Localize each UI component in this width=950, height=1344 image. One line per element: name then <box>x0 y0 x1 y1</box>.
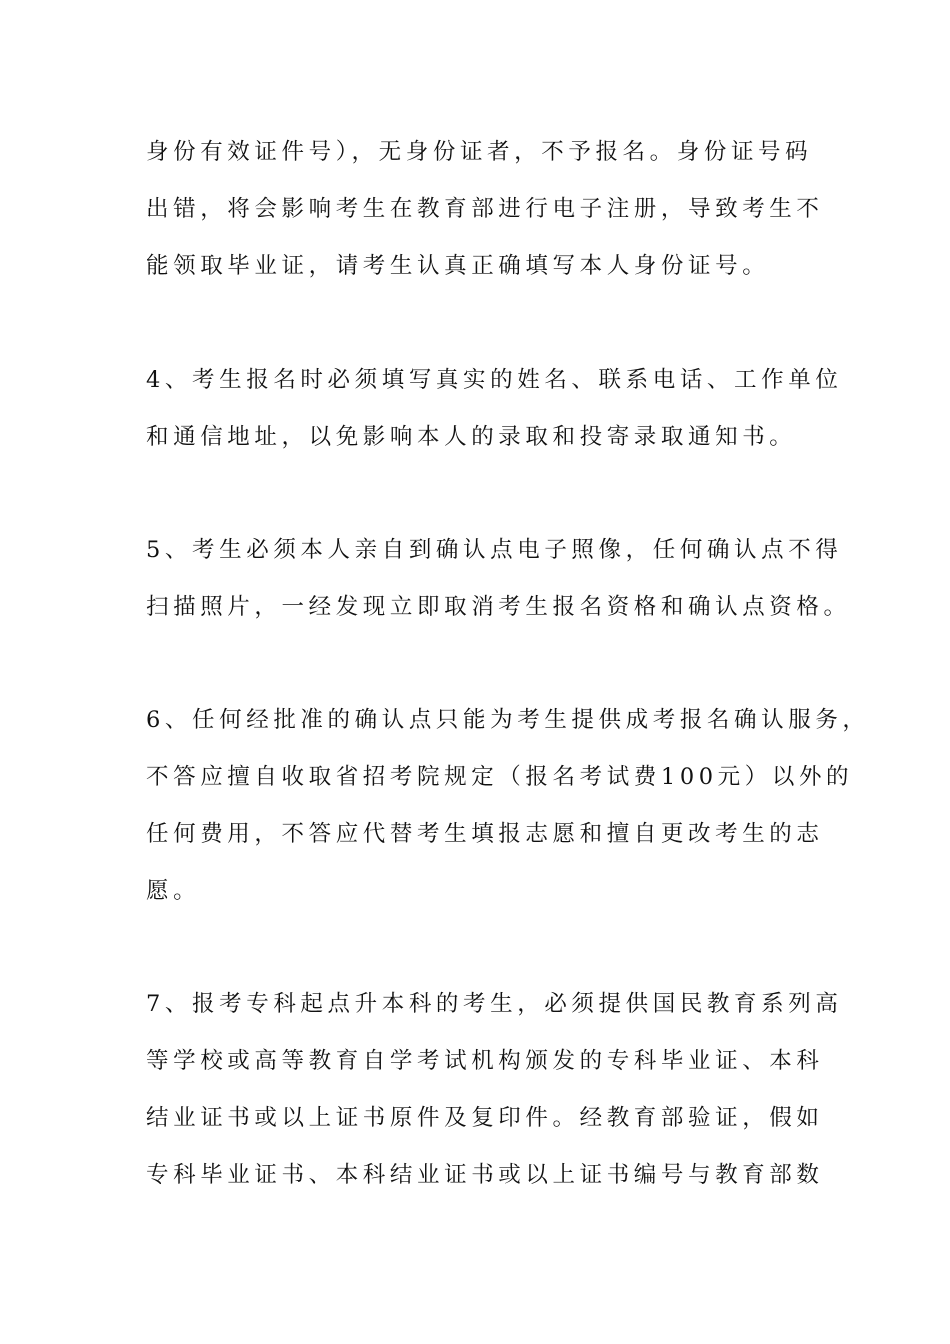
text-line: 6、任何经批准的确认点只能为考生提供成考报名确认服务， <box>146 707 870 733</box>
text-line: 能领取毕业证，请考生认真正确填写本人身份证号。 <box>146 253 770 279</box>
text-line: 不答应擅自收取省招考院规定（报名考试费100元）以外的 <box>146 764 854 790</box>
text-line: 结业证书或以上证书原件及复印件。经教育部验证，假如 <box>146 1105 824 1131</box>
text-line: 5、考生必须本人亲自到确认点电子照像，任何确认点不得 <box>146 537 843 563</box>
text-line: 扫描照片，一经发现立即取消考生报名资格和确认点资格。 <box>146 594 851 620</box>
text-line: 愿。 <box>146 878 201 904</box>
paragraph-item-4 <box>146 352 843 466</box>
text-line: 7、报考专科起点升本科的考生，必须提供国民教育系列高 <box>146 991 843 1017</box>
text-line: 身份有效证件号），无身份证者，不予报名。身份证号码 <box>146 139 813 165</box>
paragraph-item-7 <box>146 976 843 1204</box>
text-line: 等学校或高等教育自学考试机构颁发的专科毕业证、本科 <box>146 1048 824 1074</box>
paragraph-item-5 <box>146 522 851 636</box>
text-line: 专科毕业证书、本科结业证书或以上证书编号与教育部数 <box>146 1162 824 1188</box>
text-line: 4、考生报名时必须填写真实的姓名、联系电话、工作单位 <box>146 367 843 393</box>
paragraph-item-6 <box>146 692 870 920</box>
text-line: 出错，将会影响考生在教育部进行电子注册，导致考生不 <box>146 196 824 222</box>
text-line: 和通信地址，以免影响本人的录取和投寄录取通知书。 <box>146 424 797 450</box>
text-line: 任何费用，不答应代替考生填报志愿和擅自更改考生的志 <box>146 821 824 847</box>
paragraph-id-requirement <box>146 124 824 295</box>
